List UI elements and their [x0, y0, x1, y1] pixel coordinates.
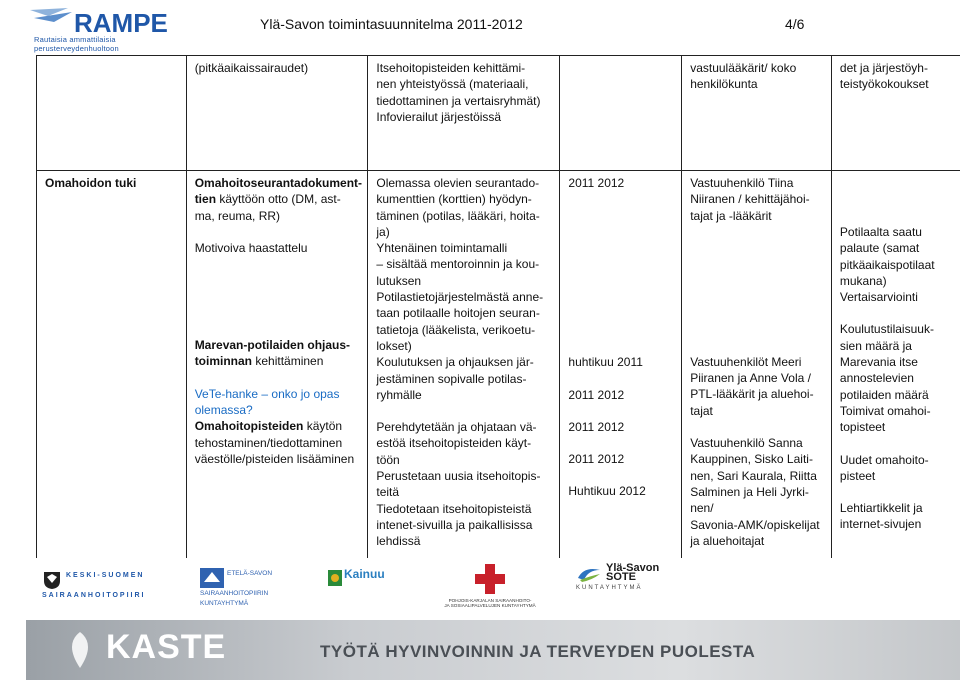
cell-goal: [37, 56, 187, 171]
table-row: [37, 56, 960, 171]
page-number: 4/6: [785, 16, 805, 32]
cell-schedule: [560, 56, 682, 171]
cell-indicators: det ja järjestöyh- teistyökokoukset: [831, 56, 960, 171]
kainuu-logo: Kainuu: [328, 570, 385, 586]
rampe-logo-text: RAMPE: [74, 8, 168, 36]
cell-indicators: Potilaalta saatu palaute (samat pitkäaikaispotilaat mukana) Vertaisarviointi Koulutustilaisuuk- sien määrä ja Marevania itse annostelevien potilaiden määrä Toimivat omahoi- topisteet Uudet omahoito- pisteet Lehtiartikkelit ja internet-sivujen: [831, 171, 960, 561]
red-cross-icon: [473, 562, 507, 596]
rampe-logo: [28, 6, 188, 53]
partner-logos: [0, 558, 960, 620]
cell-responsible: vastuulääkärit/ koko henkilökunta: [682, 56, 832, 171]
rampe-logo-graphic: [28, 6, 188, 36]
cell-goal: [37, 171, 187, 561]
kaste-slogan: TYÖTÄ HYVINVOINNIN JA TERVEYDEN PUOLESTA: [320, 642, 756, 661]
page-footer: [0, 558, 960, 680]
goal-label: Omahoidon tuki: [45, 176, 137, 190]
kaste-banner: [26, 620, 960, 680]
vete-link[interactable]: VeTe-hanke – onko jo opas olemassa?: [194, 386, 340, 418]
cell-schedule: 2011 2012 huhtikuu 2011 2011 2012 2011 2012 2011 2012 Huhtikuu 2012: [560, 171, 682, 561]
kaste-logo-text: KASTE: [106, 628, 227, 666]
kainuu-icon: [328, 570, 342, 586]
cell-actions: Olemassa olevien seurantado- kumenttien (korttien) hyödyn- täminen (potilas, lääkäri, hoita- ja) Yhtenäinen toimintamalli – sisältää mentoroinnin ja kou- lutuksen Potilastietojärjestelmästä anne- taan potilaalle hoitojen seuran- tatietoja (lääkelista, verikoetu- lokset) Koulutuksen ja ohjauksen jär- jestäminen sopivalle potilas- ryhmälle Perehdytetään ja ohjataan vä- estöä itsehoitopisteiden käyt- töön Perustetaan uusia itsehoitopis- teitä Tiedotetaan itsehoitopisteistä intenet-sivuilla ja paikallisissa lehdissä: [368, 171, 560, 561]
sote-swirl-icon: [576, 564, 602, 584]
etela-savo-logo: ETELÄ-SAVON SAIRAANHOITOPIIRIN KUNTAYHTYMÄ: [200, 570, 273, 607]
plan-table: [36, 55, 960, 561]
cell-target: Omahoitoseurantadokument- tien käyttöön otto (DM, ast- ma, reuma, RR) Motivoiva haastattelu Marevan-potilaiden ohjaus- toiminnan kehittäminen VeTe-hanke – onko jo opas olemassa? Omahoitopisteiden käytön tehostaminen/tiedottaminen väestölle/pisteiden lisääminen: [186, 171, 368, 561]
keski-suomi-logo: KESKI-SUOMEN SAIRAANHOITOPIIRI: [42, 572, 146, 599]
rampe-tagline: Rautaisia ammattilaisia perusterveydenhuoltoon: [34, 35, 119, 53]
pohjois-karjala-logo: POHJOIS-KARJALAN SAIRAANHOITO- JA SOSIAALIPALVELUJEN KUNTAYHTYMÄ: [440, 562, 540, 608]
etela-savo-icon: [200, 568, 224, 588]
cell-actions: Itsehoitopisteiden kehittämi- nen yhteistyössä (materiaali, tiedottaminen ja vertaisryhmät) Infovierailut järjestöissä: [368, 56, 560, 171]
table-row: [37, 171, 960, 561]
page-header: [0, 0, 960, 53]
cell-responsible: Vastuuhenkilö Tiina Niiranen / kehittäjähoi- tajat ja -lääkärit Vastuuhenkilöt Meeri Piiranen ja Anne Vola / PTL-lääkärit ja aluehoi- tajat Vastuuhenkilö Sanna Kauppinen, Sisko Laiti- nen, Sari Kaurala, Riitta Salminen ja Heli Jyrki- nen/ Savonia-AMK/opiskelijat ja aluehoitajat: [682, 171, 832, 561]
document-title: Ylä-Savon toimintasuunnitelma 2011-2012: [260, 16, 523, 32]
kaste-leaf-icon: [60, 630, 100, 670]
cell-target: (pitkäaikaissairaudet): [186, 56, 368, 171]
crest-icon: [42, 570, 62, 590]
yla-savon-sote-logo: Ylä-Savon SOTE KUNTAYHTYMÄ: [576, 562, 660, 591]
